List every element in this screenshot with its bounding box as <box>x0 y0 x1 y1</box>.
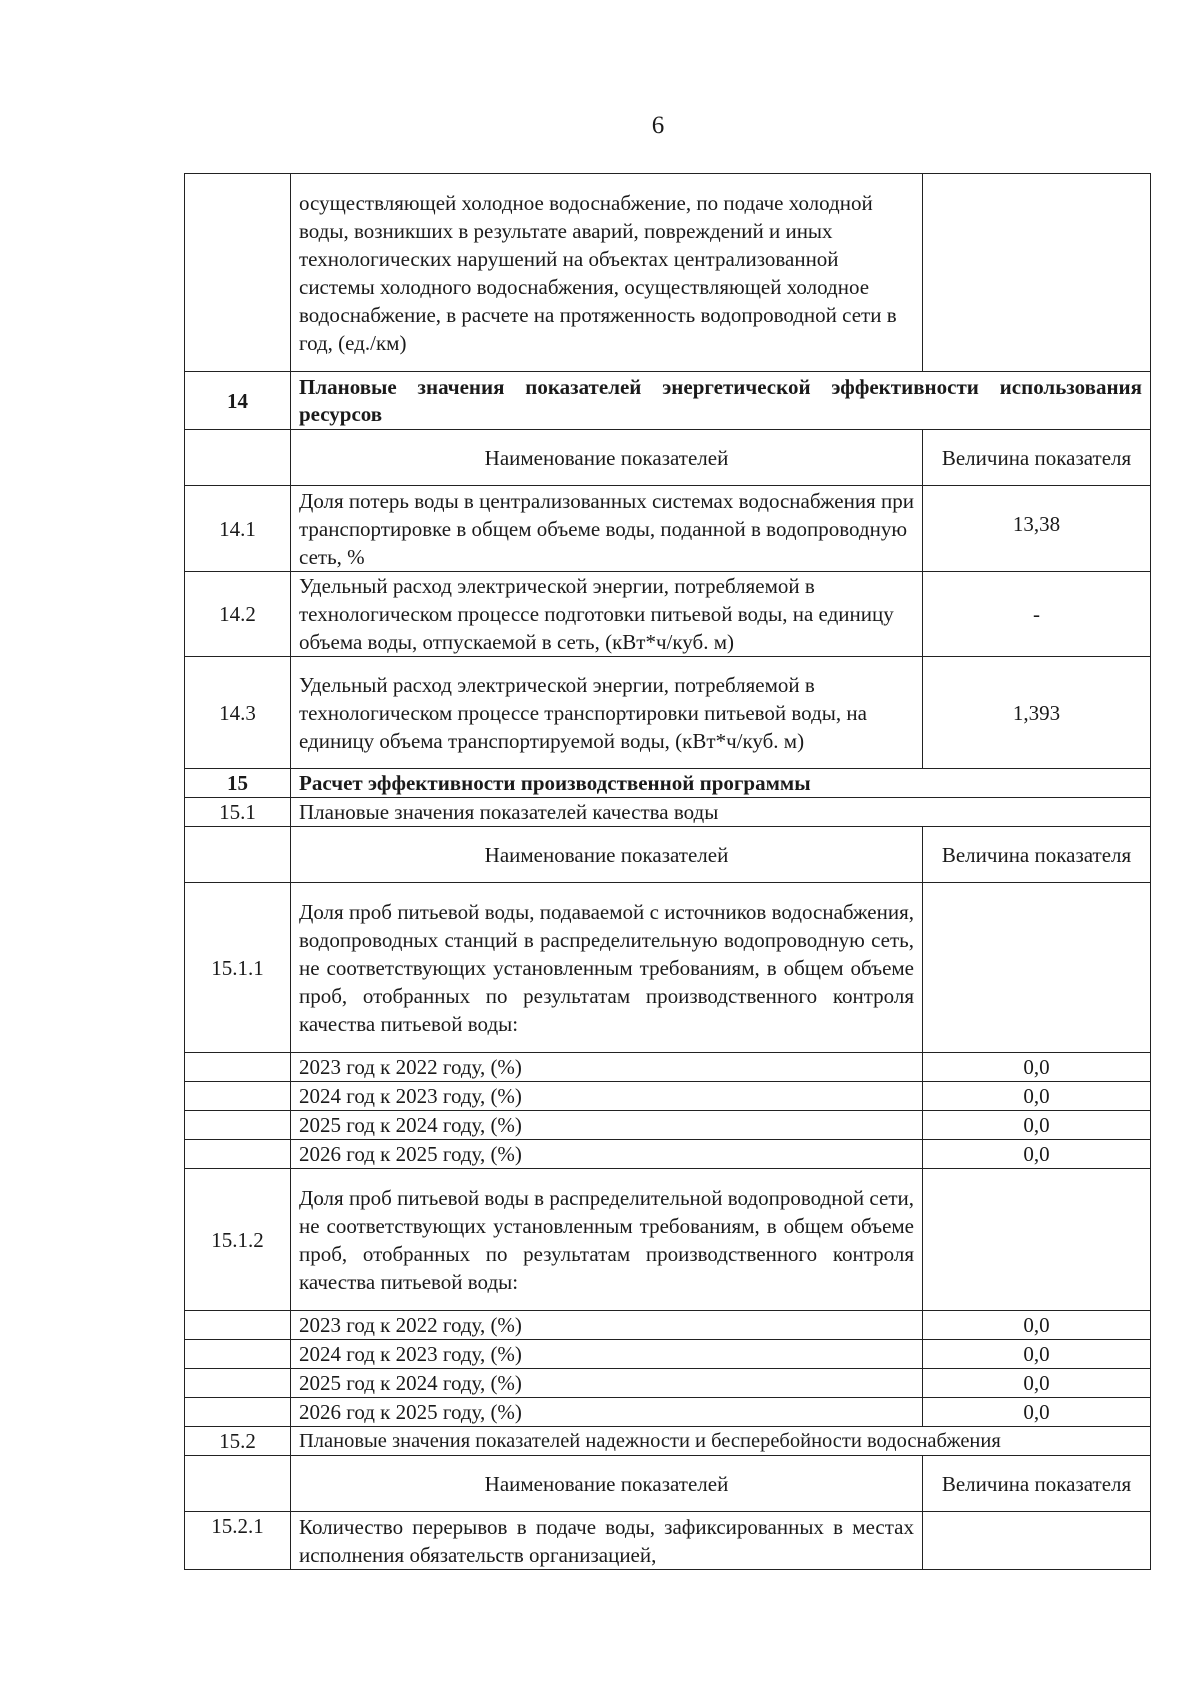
row-number <box>185 1369 291 1398</box>
year-row <box>185 1140 1151 1169</box>
row-number: 14.2 <box>185 572 291 657</box>
subsection-row-15-1 <box>185 798 1151 827</box>
header-name: Наименование показателей <box>291 1456 923 1512</box>
table-row <box>185 174 1151 372</box>
year-value: 0,0 <box>923 1053 1151 1082</box>
row-number <box>185 1311 291 1340</box>
row-value: 1,393 <box>923 657 1151 769</box>
year-row <box>185 1311 1151 1340</box>
row-number <box>185 174 291 372</box>
row-text: Количество перерывов в подаче воды, зафиксированных в местах исполнения обязательств организацией, <box>291 1512 923 1570</box>
table-row <box>185 1512 1151 1570</box>
subsection-row-15-2 <box>185 1427 1151 1456</box>
row-text: Доля проб питьевой воды, подаваемой с источников водоснабжения, водопроводных станций в распределительную водопроводную сеть, не соответствующих установленным требованиям, в общем объеме проб, отобранных по результатам производственного контроля качества питьевой воды: <box>291 883 923 1053</box>
row-value: 13,38 <box>923 486 1151 572</box>
year-label: 2026 год к 2025 году, (%) <box>291 1398 923 1427</box>
row-number <box>185 1111 291 1140</box>
header-number <box>185 430 291 486</box>
indicators-table <box>184 173 1151 1570</box>
header-value: Величина показателя <box>923 1456 1151 1512</box>
row-value <box>923 174 1151 372</box>
header-number <box>185 1456 291 1512</box>
year-value: 0,0 <box>923 1398 1151 1427</box>
section-title: Расчет эффективности производственной программы <box>291 769 1151 798</box>
year-label: 2025 год к 2024 году, (%) <box>291 1111 923 1140</box>
year-value: 0,0 <box>923 1082 1151 1111</box>
row-text: Доля проб питьевой воды в распределительной водопроводной сети, не соответствующих установленным требованиям, в общем объеме проб, отобранных по результатам производственного контроля качества питьевой воды: <box>291 1169 923 1311</box>
row-value: - <box>923 572 1151 657</box>
table-row <box>185 486 1151 572</box>
table-row <box>185 883 1151 1053</box>
header-value: Величина показателя <box>923 430 1151 486</box>
subsection-number: 15.2 <box>185 1427 291 1456</box>
row-value <box>923 883 1151 1053</box>
year-value: 0,0 <box>923 1369 1151 1398</box>
section-row-14 <box>185 372 1151 430</box>
row-text: Удельный расход электрической энергии, потребляемой в технологическом процессе транспортировки питьевой воды, на единицу объема транспортируемой воды, (кВт*ч/куб. м) <box>291 657 923 769</box>
table-row <box>185 572 1151 657</box>
row-number <box>185 1340 291 1369</box>
year-value: 0,0 <box>923 1140 1151 1169</box>
year-value: 0,0 <box>923 1111 1151 1140</box>
year-label: 2024 год к 2023 году, (%) <box>291 1082 923 1111</box>
row-text: Доля потерь воды в централизованных системах водоснабжения при транспортировке в общем объеме воды, поданной в водопроводную сеть, % <box>291 486 923 572</box>
section-row-15 <box>185 769 1151 798</box>
subsection-number: 15.1 <box>185 798 291 827</box>
year-label: 2023 год к 2022 году, (%) <box>291 1053 923 1082</box>
row-value <box>923 1512 1151 1570</box>
row-number <box>185 1398 291 1427</box>
row-text: осуществляющей холодное водоснабжение, по подаче холодной воды, возникших в результате аварий, повреждений и иных технологических нарушений на объектах централизованной системы холодного водоснабжения, осуществляющей холодное водоснабжение, в расчете на протяженность водопроводной сети в год, (ед./км) <box>291 174 923 372</box>
row-number <box>185 1140 291 1169</box>
row-number: 15.1.2 <box>185 1169 291 1311</box>
page-number: 6 <box>651 112 665 139</box>
row-number <box>185 1082 291 1111</box>
subsection-title: Плановые значения показателей качества воды <box>291 798 1151 827</box>
row-number: 15.2.1 <box>185 1512 291 1570</box>
row-number: 14.1 <box>185 486 291 572</box>
year-label: 2025 год к 2024 году, (%) <box>291 1369 923 1398</box>
year-row <box>185 1398 1151 1427</box>
year-label: 2026 год к 2025 году, (%) <box>291 1140 923 1169</box>
header-number <box>185 827 291 883</box>
year-row <box>185 1082 1151 1111</box>
year-row <box>185 1053 1151 1082</box>
year-label: 2023 год к 2022 году, (%) <box>291 1311 923 1340</box>
year-value: 0,0 <box>923 1311 1151 1340</box>
table-row <box>185 1169 1151 1311</box>
row-number <box>185 1053 291 1082</box>
table-header-row <box>185 1456 1151 1512</box>
header-name: Наименование показателей <box>291 827 923 883</box>
section-number: 14 <box>185 372 291 430</box>
year-row <box>185 1369 1151 1398</box>
year-label: 2024 год к 2023 году, (%) <box>291 1340 923 1369</box>
table-header-row <box>185 827 1151 883</box>
header-name: Наименование показателей <box>291 430 923 486</box>
table-header-row <box>185 430 1151 486</box>
year-row <box>185 1111 1151 1140</box>
row-value <box>923 1169 1151 1311</box>
section-number: 15 <box>185 769 291 798</box>
year-value: 0,0 <box>923 1340 1151 1369</box>
header-value: Величина показателя <box>923 827 1151 883</box>
row-number: 15.1.1 <box>185 883 291 1053</box>
row-text: Удельный расход электрической энергии, потребляемой в технологическом процессе подготовки питьевой воды, на единицу объема воды, отпускаемой в сеть, (кВт*ч/куб. м) <box>291 572 923 657</box>
subsection-title: Плановые значения показателей надежности и бесперебойности водоснабжения <box>291 1427 1151 1456</box>
section-title: Плановые значения показателей энергетической эффективности использования ресурсов <box>291 372 1151 430</box>
year-row <box>185 1340 1151 1369</box>
row-number: 14.3 <box>185 657 291 769</box>
table-row <box>185 657 1151 769</box>
